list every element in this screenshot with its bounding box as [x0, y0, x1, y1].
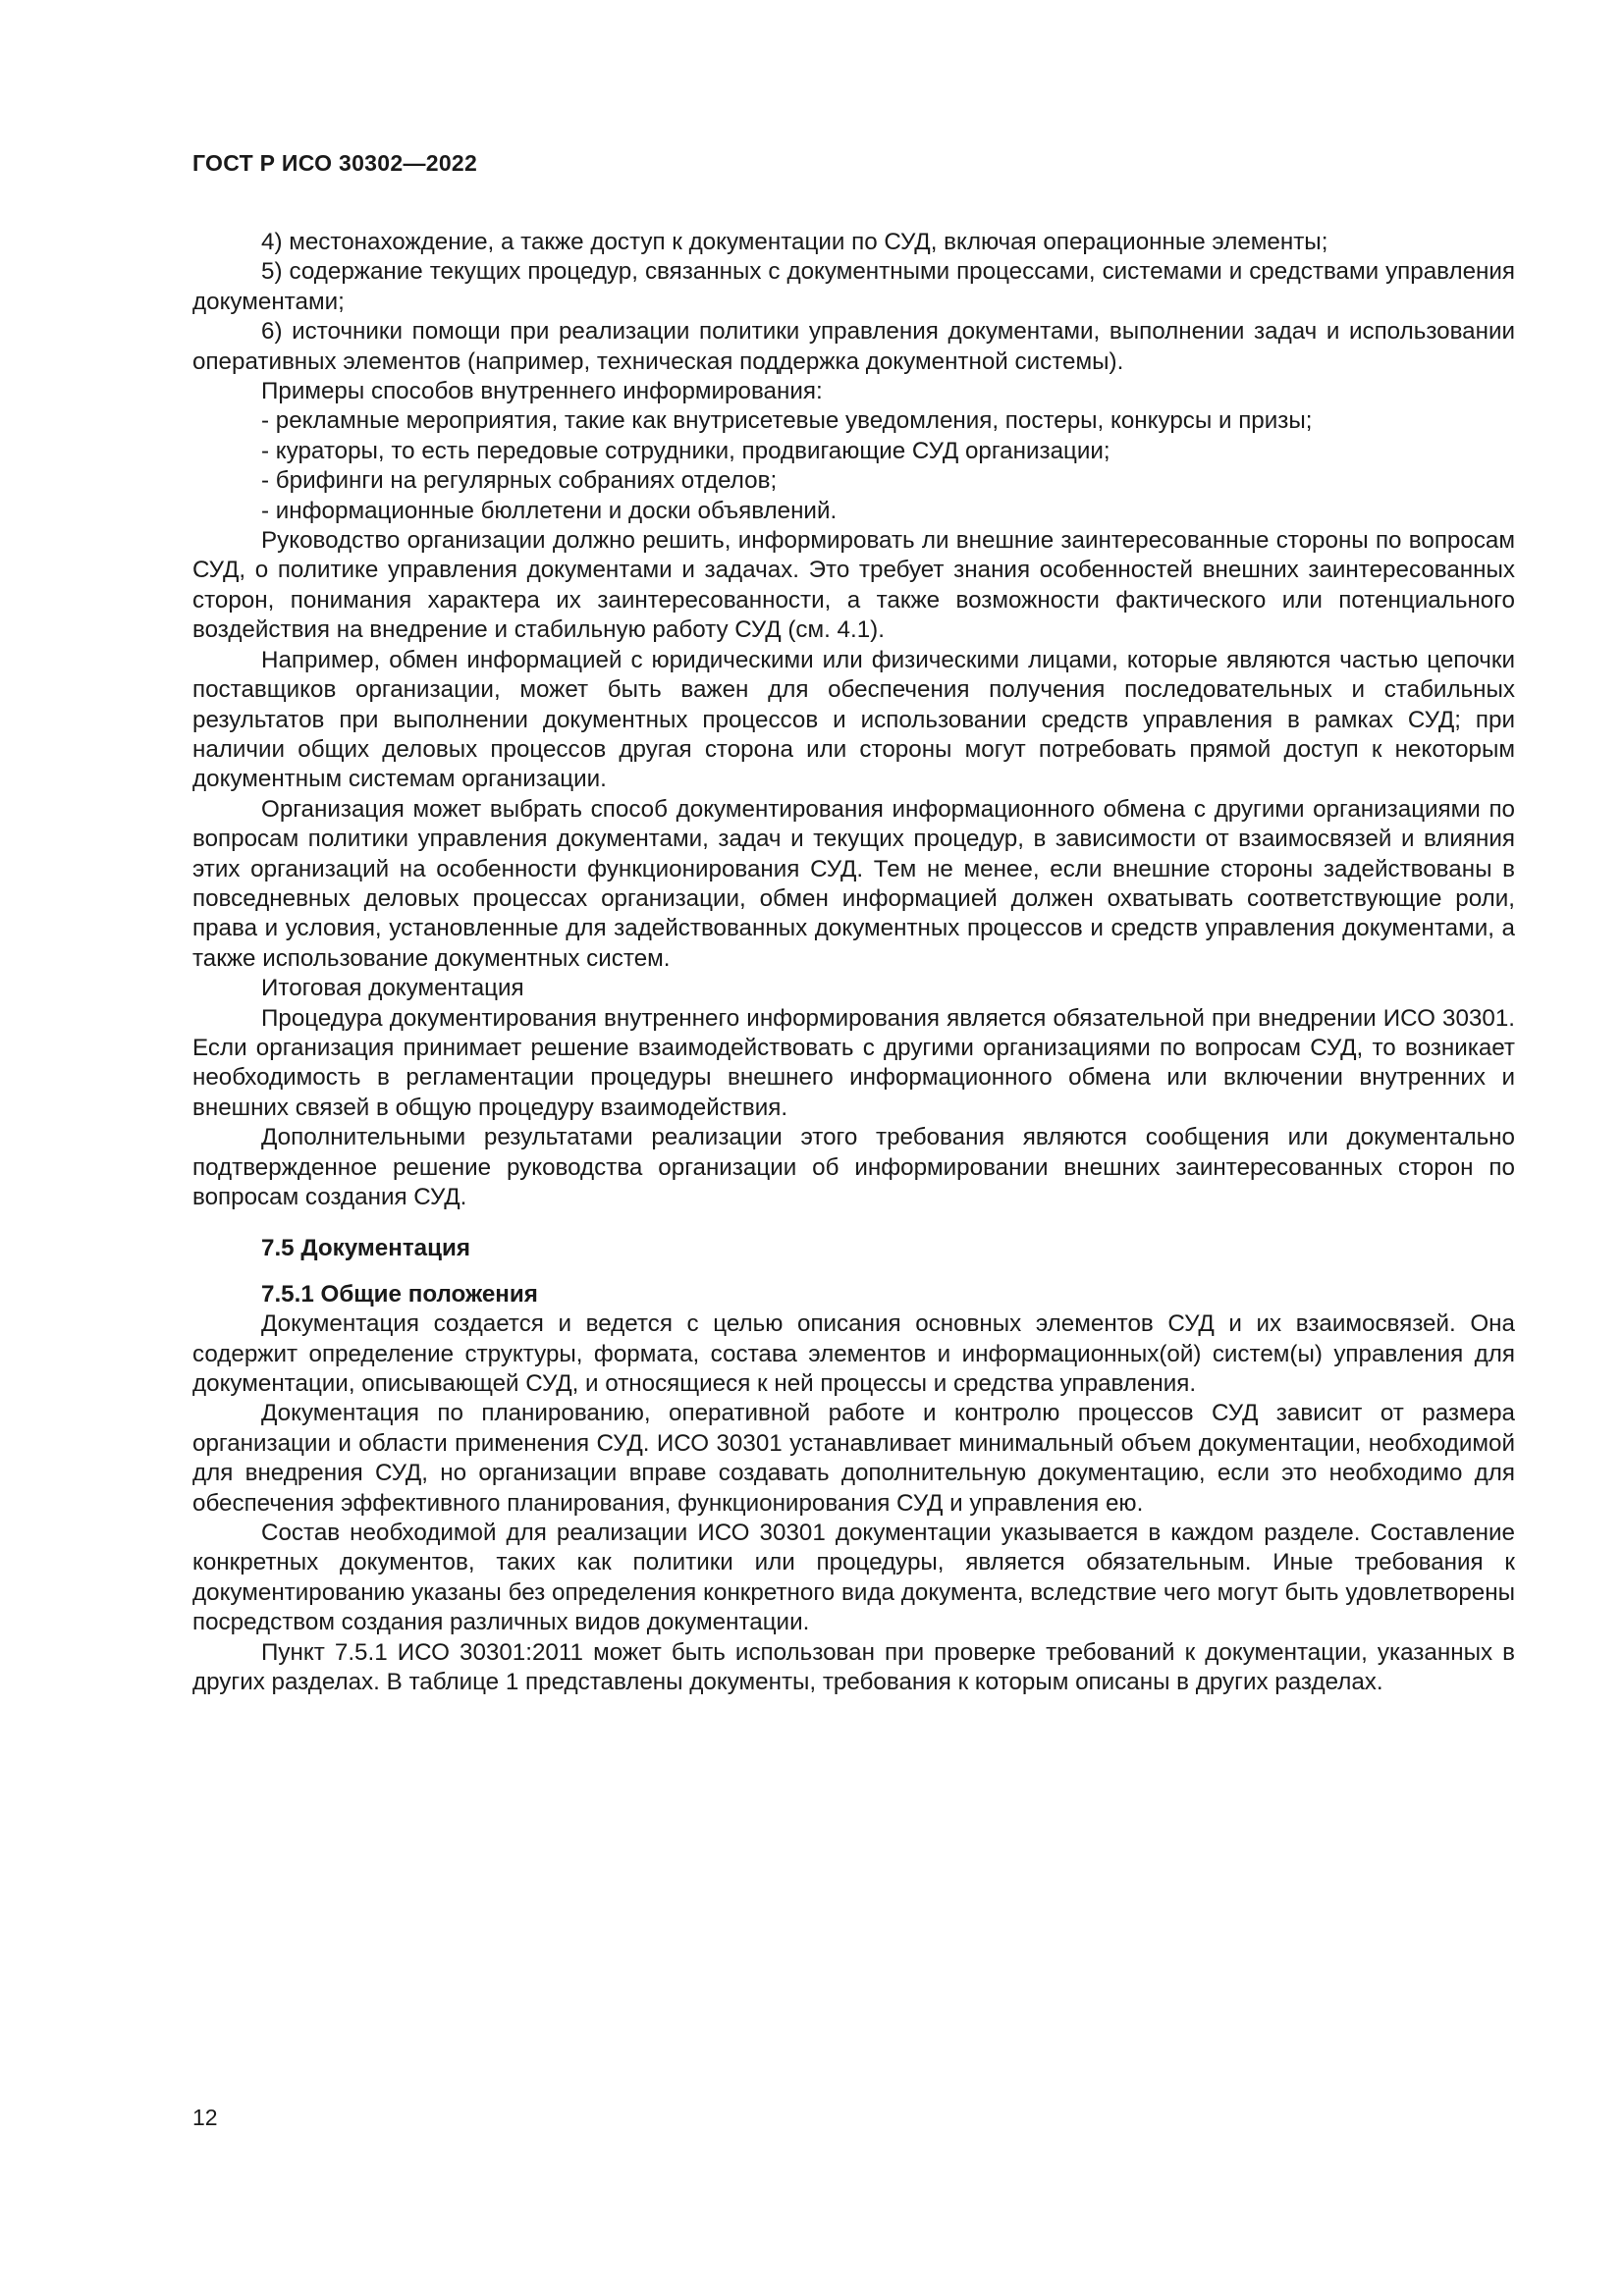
paragraph-doc-planning: Документация по планированию, оперативной работе и контролю процессов СУД зависит от размера организации и области применения СУД. ИСО 30301 устанавливает минимальный объем документации, необходимой для внедрения СУД, но организации вправе создавать дополнительную документацию, если это необходимо для обеспечения эффективного планирования, функционирования СУД и управления ею.	[192, 1400, 1515, 1517]
list-item-6: 6) источники помощи при реализации политики управления документами, выполнении задач и использовании оперативных элементов (например, техническая поддержка документной системы).	[192, 318, 1515, 375]
paragraph-examples-intro: Примеры способов внутреннего информирования:	[261, 378, 823, 405]
bullet-item-briefings: - брифинги на регулярных собраниях отделов;	[261, 467, 778, 495]
list-item-5: 5) содержание текущих процедур, связанных с документными процессами, системами и средствами управления документами;	[192, 258, 1515, 315]
document-header: ГОСТ Р ИСО 30302—2022	[192, 150, 478, 176]
paragraph-doc-clause: Пункт 7.5.1 ИСО 30301:2011 может быть использован при проверке требований к документации, указанных в других разделах. В таблице 1 представлены документы, требования к которым описаны в других разделах.	[192, 1638, 1515, 1696]
section-heading: 7.5 Документация	[261, 1235, 470, 1262]
page-number: 12	[192, 2105, 218, 2130]
paragraph-additional-results: Дополнительными результатами реализации этого требования являются сообщения или документально подтвержденное решение руководства организации об информировании внешних заинтересованных сторон по вопросам создания СУД.	[192, 1124, 1515, 1210]
paragraph-doc-composition: Состав необходимой для реализации ИСО 30301 документации указывается в каждом разделе. Составление конкретных документов, таких как политики или процедуры, является обязательным. Иные требования к документированию указаны без определения конкретного вида документа, вследствие чего могут быть удовлетворены посредством создания различных видов документации.	[192, 1520, 1515, 1636]
paragraph-procedure: Процедура документирования внутреннего информирования является обязательной при внедрении ИСО 30301. Если организация принимает решение взаимодействовать с другими организациями по вопросам СУД, то возникает необходимость в регламентации процедуры внешнего информационного обмена или включении внутренних и внешних связей в общую процедуру взаимодействия.	[192, 1004, 1515, 1121]
document-body	[192, 228, 1515, 1698]
bullet-item-bulletins: - информационные бюллетени и доски объявлений.	[261, 497, 838, 524]
bullet-item-promo: - рекламные мероприятия, такие как внутрисетевые уведомления, постеры, конкурсы и призы;	[261, 407, 1313, 435]
paragraph-doc-purpose: Документация создается и ведется с целью описания основных элементов СУД и их взаимосвязей. Она содержит определение структуры, формата, состава элементов и информационных(ой) систем(ы) управления для документации, описывающей СУД, и относящиеся к ней процессы и средства управления.	[192, 1310, 1515, 1398]
paragraph-documenting-exchange: Организация может выбрать способ документирования информационного обмена с другими организациями по вопросам политики управления документами, задач и текущих процедур, в зависимости от взаимосвязей и влияния этих организаций на особенности функционирования СУД. Тем не менее, если внешние стороны задействованы в повседневных деловых процессах организации, обмен информацией должен охватывать соответствующие роли, права и условия, установленные для задействованных документных процессов и средств управления документами, а также использование документных систем.	[192, 795, 1515, 972]
list-item-4: 4) местонахождение, а также доступ к документации по СУД, включая операционные элементы;	[261, 229, 1328, 255]
paragraph-management-decision: Руководство организации должно решить, информировать ли внешние заинтересованные стороны по вопросам СУД, о политике управления документами и задачах. Это требует знания особенностей внешних заинтересованных сторон, понимания характера их заинтересованности, а также возможности фактического или потенциального воздействия на внедрение и стабильную работу СУД (см. 4.1).	[192, 527, 1515, 644]
bullet-item-curators: - кураторы, то есть передовые сотрудники, продвигающие СУД организации;	[261, 437, 1110, 464]
paragraph-example-exchange: Например, обмен информацией с юридическими или физическими лицами, которые являются частью цепочки поставщиков организации, может быть важен для обеспечения получения последовательных и стабильных результатов при выполнении документных процессов и использовании средств управления в рамках СУД; при наличии общих деловых процессов другая сторона или стороны могут потребовать прямой доступ к некоторым документным системам организации.	[192, 646, 1515, 793]
subsection-heading: 7.5.1 Общие положения	[261, 1280, 538, 1308]
paragraph-final-docs-label: Итоговая документация	[261, 975, 524, 1002]
